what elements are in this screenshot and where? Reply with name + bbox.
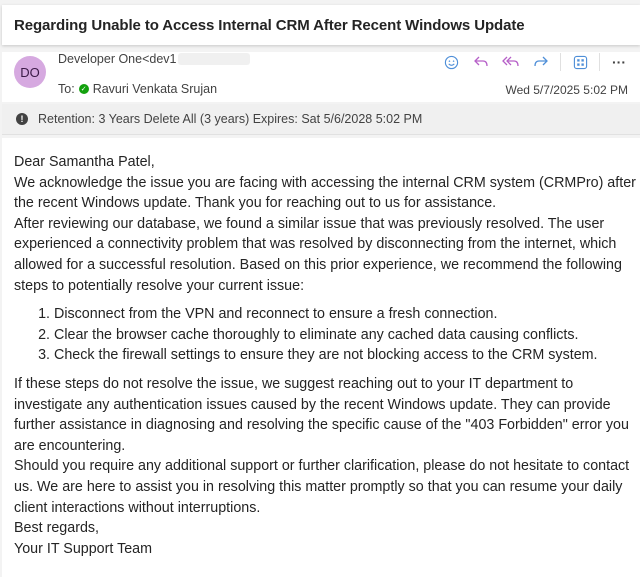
message-body	[2, 138, 640, 577]
divider	[560, 53, 561, 71]
list-item: 2. Clear the browser cache thoroughly to eliminate any cached data causing conflicts.	[54, 325, 638, 346]
divider	[599, 53, 600, 71]
smiley-icon	[444, 55, 459, 70]
emoji-react-button[interactable]	[436, 52, 466, 72]
body-paragraph: We acknowledge the issue you are facing with accessing the internal CRM system (CRMPro) after the recent Windows update. Thank you for reaching out to us for assistance.	[14, 174, 636, 212]
recipient-line	[58, 82, 217, 96]
retention-banner	[2, 104, 640, 135]
reply-all-button[interactable]	[496, 52, 526, 72]
reply-all-icon	[502, 55, 520, 69]
presence-available-icon: ✓	[79, 84, 89, 94]
sent-date: Wed 5/7/2025 5:02 PM	[505, 83, 628, 97]
sender-avatar[interactable]: DO	[14, 56, 46, 88]
forward-icon	[533, 55, 549, 69]
body-paragraph: Should you require any additional support or further clarification, please do not hesitate to contact us. We are here to assist you in resolving this matter promptly so that you can resume your daily client interactions without interruptions.	[14, 458, 630, 516]
apps-grid-icon	[573, 55, 588, 70]
forward-button[interactable]	[526, 52, 556, 72]
body-paragraph: After reviewing our database, we found a similar issue that was previously resolved. The user experienced a connectivity problem that was resolved by disconnecting from the internet, which allowed for a successful resolution. Based on this prior experience, we recommend the following steps to potentially resolve your current issue:	[14, 215, 622, 294]
list-item: 3. Check the firewall settings to ensure they are not blocking access to the CRM system.	[54, 345, 638, 366]
more-actions-button[interactable]	[604, 52, 634, 72]
apps-button[interactable]	[565, 52, 595, 72]
reply-icon	[473, 55, 489, 69]
greeting: Dear Samantha Patel,	[14, 154, 155, 170]
to-label: To:	[58, 82, 75, 96]
more-icon: ···	[612, 54, 626, 70]
message-content	[14, 152, 638, 559]
message-header	[2, 52, 640, 102]
list-item: 1. Disconnect from the VPN and reconnect to ensure a fresh connection.	[54, 304, 638, 325]
email-subject: Regarding Unable to Access Internal CRM After Recent Windows Update	[14, 16, 525, 34]
sender-info[interactable]	[58, 52, 250, 66]
subject-bar	[2, 5, 640, 45]
steps-list	[14, 304, 638, 366]
closing: Best regards,	[14, 520, 100, 537]
redacted-email	[178, 53, 250, 65]
info-icon: !	[16, 113, 28, 125]
retention-text: Retention: 3 Years Delete All (3 years) Expires: Sat 5/6/2028 5:02 PM	[38, 112, 423, 126]
reply-button[interactable]	[466, 52, 496, 72]
recipient-name[interactable]: Ravuri Venkata Srujan	[92, 82, 218, 96]
body-paragraph: If these steps do not resolve the issue, we suggest reaching out to your IT department to investigate any authentication issues caused by the recent Windows update. They can provide further assistance in diagnosing and resolving the specific cause of the "403 Forbidden" error you are encountering.	[14, 375, 629, 454]
message-actions	[436, 52, 634, 72]
signature: Your IT Support Team	[14, 540, 153, 557]
sender-name[interactable]: Developer One<dev1	[58, 52, 177, 66]
